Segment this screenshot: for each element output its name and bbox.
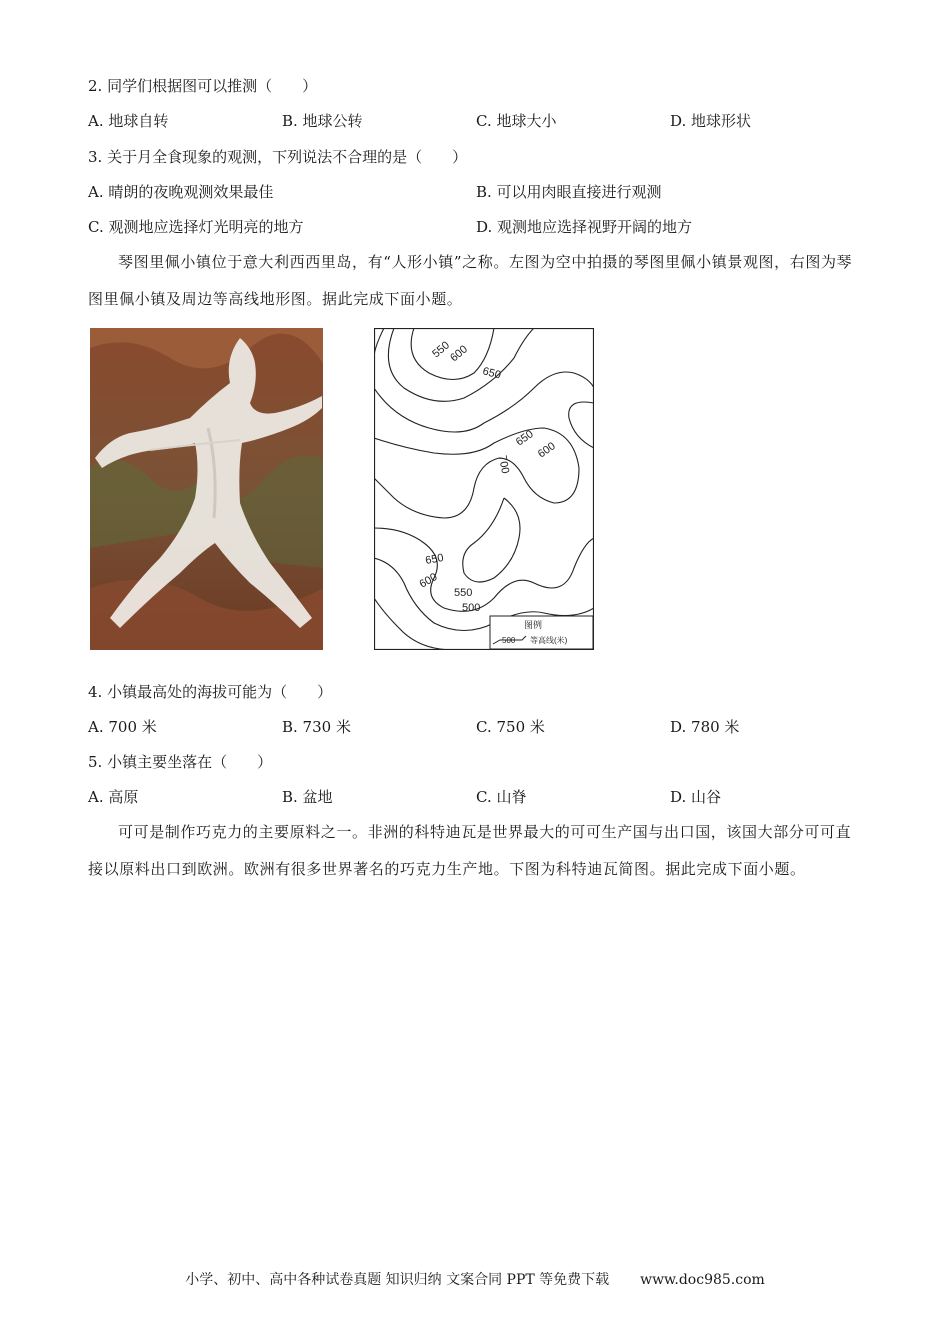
q5-option-d: D. 山谷	[670, 788, 722, 806]
q4-option-a: A. 700 米	[88, 718, 157, 736]
aerial-photo-human-shaped-town	[90, 328, 323, 650]
passage-centuripe: 琴图里佩小镇位于意大利西西里岛，有“人形小镇”之称。左图为空中拍摄的琴图里佩小镇景观图，右图为琴图里佩小镇及周边等高线地形图。据此完成下面小题。	[88, 253, 853, 308]
q4-option-b: B. 730 米	[282, 718, 351, 736]
q2-option-b: B. 地球公转	[282, 112, 363, 130]
q3-option-b: B. 可以用肉眼直接进行观测	[476, 183, 662, 201]
q2-option-c: C. 地球大小	[476, 112, 557, 130]
q2-option-d: D. 地球形状	[670, 112, 752, 130]
q3-option-c: C. 观测地应选择灯光明亮的地方	[88, 218, 304, 236]
contour-map	[374, 328, 594, 650]
legend-value: 500	[502, 636, 516, 645]
contour-label: 650	[481, 365, 503, 382]
question-3-stem: 3. 关于月全食现象的观测，下列说法不合理的是（ ）	[88, 148, 468, 166]
contour-label: 500	[462, 602, 481, 614]
q5-option-b: B. 盆地	[282, 788, 333, 806]
contour-label: 600	[448, 343, 470, 365]
legend-text: 等高线(米)	[530, 636, 568, 645]
q5-option-c: C. 山脊	[476, 788, 527, 806]
q4-option-c: C. 750 米	[476, 718, 545, 736]
q3-option-a: A. 晴朗的夜晚观测效果最佳	[88, 183, 274, 201]
q2-option-a: A. 地球自转	[88, 112, 169, 130]
page-footer	[0, 1270, 950, 1290]
footer-url[interactable]: www.doc985.com	[640, 1272, 765, 1288]
contour-label: 550	[430, 339, 452, 361]
contour-label: 650	[513, 428, 536, 449]
contour-label: 550	[454, 587, 473, 599]
map-legend	[490, 616, 593, 649]
q5-option-a: A. 高原	[88, 788, 139, 806]
q3-option-d: D. 观测地应选择视野开阔的地方	[476, 218, 693, 236]
question-2-stem: 2. 同学们根据图可以推测（ ）	[88, 77, 318, 95]
contour-label: 700	[496, 454, 512, 475]
question-5-stem: 5. 小镇主要坐落在（ ）	[88, 753, 273, 771]
contour-label: 600	[417, 571, 440, 591]
footer-text: 小学、初中、高中各种试卷真题 知识归纳 文案合同 PPT 等免费下载	[185, 1272, 610, 1288]
legend-title: 图例	[524, 620, 543, 630]
contour-label: 650	[424, 551, 445, 567]
passage-cote-divoire: 可可是制作巧克力的主要原料之一。非洲的科特迪瓦是世界最大的可可生产国与出口国，该国大部分可可直接以原料出口到欧洲。欧洲有很多世界著名的巧克力生产地。下图为科特迪瓦简图。据此完成下面小题。	[88, 823, 852, 878]
contour-label: 600	[535, 440, 558, 461]
question-4-stem: 4. 小镇最高处的海拔可能为（ ）	[88, 683, 333, 701]
q4-option-d: D. 780 米	[670, 718, 740, 736]
